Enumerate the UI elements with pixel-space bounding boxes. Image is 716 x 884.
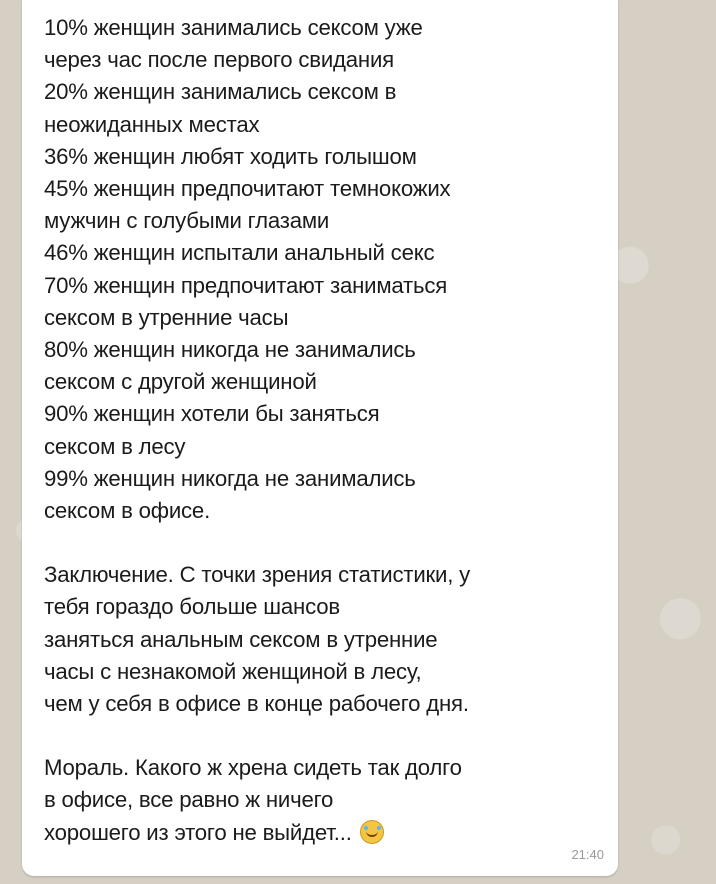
- conclusion-line: тебя гораздо больше шансов: [44, 594, 340, 620]
- message-text: [44, 12, 602, 849]
- message-line: сексом в лесу: [44, 433, 186, 459]
- moral-line-text: хорошего из этого не выйдет...: [44, 819, 352, 845]
- paragraph-gap: [44, 527, 602, 559]
- message-bubble[interactable]: [22, 0, 618, 876]
- message-line: 99% женщин никогда не занимались: [44, 465, 416, 491]
- message-line: сексом в утренние часы: [44, 304, 289, 330]
- conclusion-line: Заключение. С точки зрения статистики, у: [44, 562, 471, 588]
- message-timestamp: 21:40: [571, 847, 604, 862]
- message-line: 36% женщин любят ходить голышом: [44, 143, 417, 169]
- message-line: 45% женщин предпочитают темнокожих: [44, 176, 451, 202]
- conclusion-line: заняться анальным сексом в утренние: [44, 626, 438, 652]
- moral-line: Мораль. Какого ж хрена сидеть так долго: [44, 755, 462, 781]
- message-line: 90% женщин хотели бы заняться: [44, 401, 380, 427]
- conclusion-line: чем у себя в офисе в конце рабочего дня.: [44, 691, 469, 717]
- message-line: 80% женщин никогда не занимались: [44, 337, 416, 363]
- message-line: неожиданных местах: [44, 111, 260, 137]
- message-line: 20% женщин занимались сексом в: [44, 79, 397, 105]
- conclusion-line: часы с незнакомой женщиной в лесу,: [44, 658, 422, 684]
- moral-line-last: [44, 817, 602, 849]
- message-line: 70% женщин предпочитают заниматься: [44, 272, 448, 298]
- message-line: 46% женщин испытали анальный секс: [44, 240, 435, 266]
- paragraph-gap: [44, 720, 602, 752]
- moral-line: в офисе, все равно ж ничего: [44, 787, 334, 813]
- message-line: через час после первого свидания: [44, 47, 394, 73]
- message-line: сексом в офисе.: [44, 498, 211, 524]
- message-line: мужчин с голубыми глазами: [44, 208, 330, 234]
- rolling-on-floor-laughing-emoji-icon: [360, 820, 384, 844]
- message-line: 10% женщин занимались сексом уже: [44, 15, 423, 40]
- message-line: сексом с другой женщиной: [44, 369, 317, 395]
